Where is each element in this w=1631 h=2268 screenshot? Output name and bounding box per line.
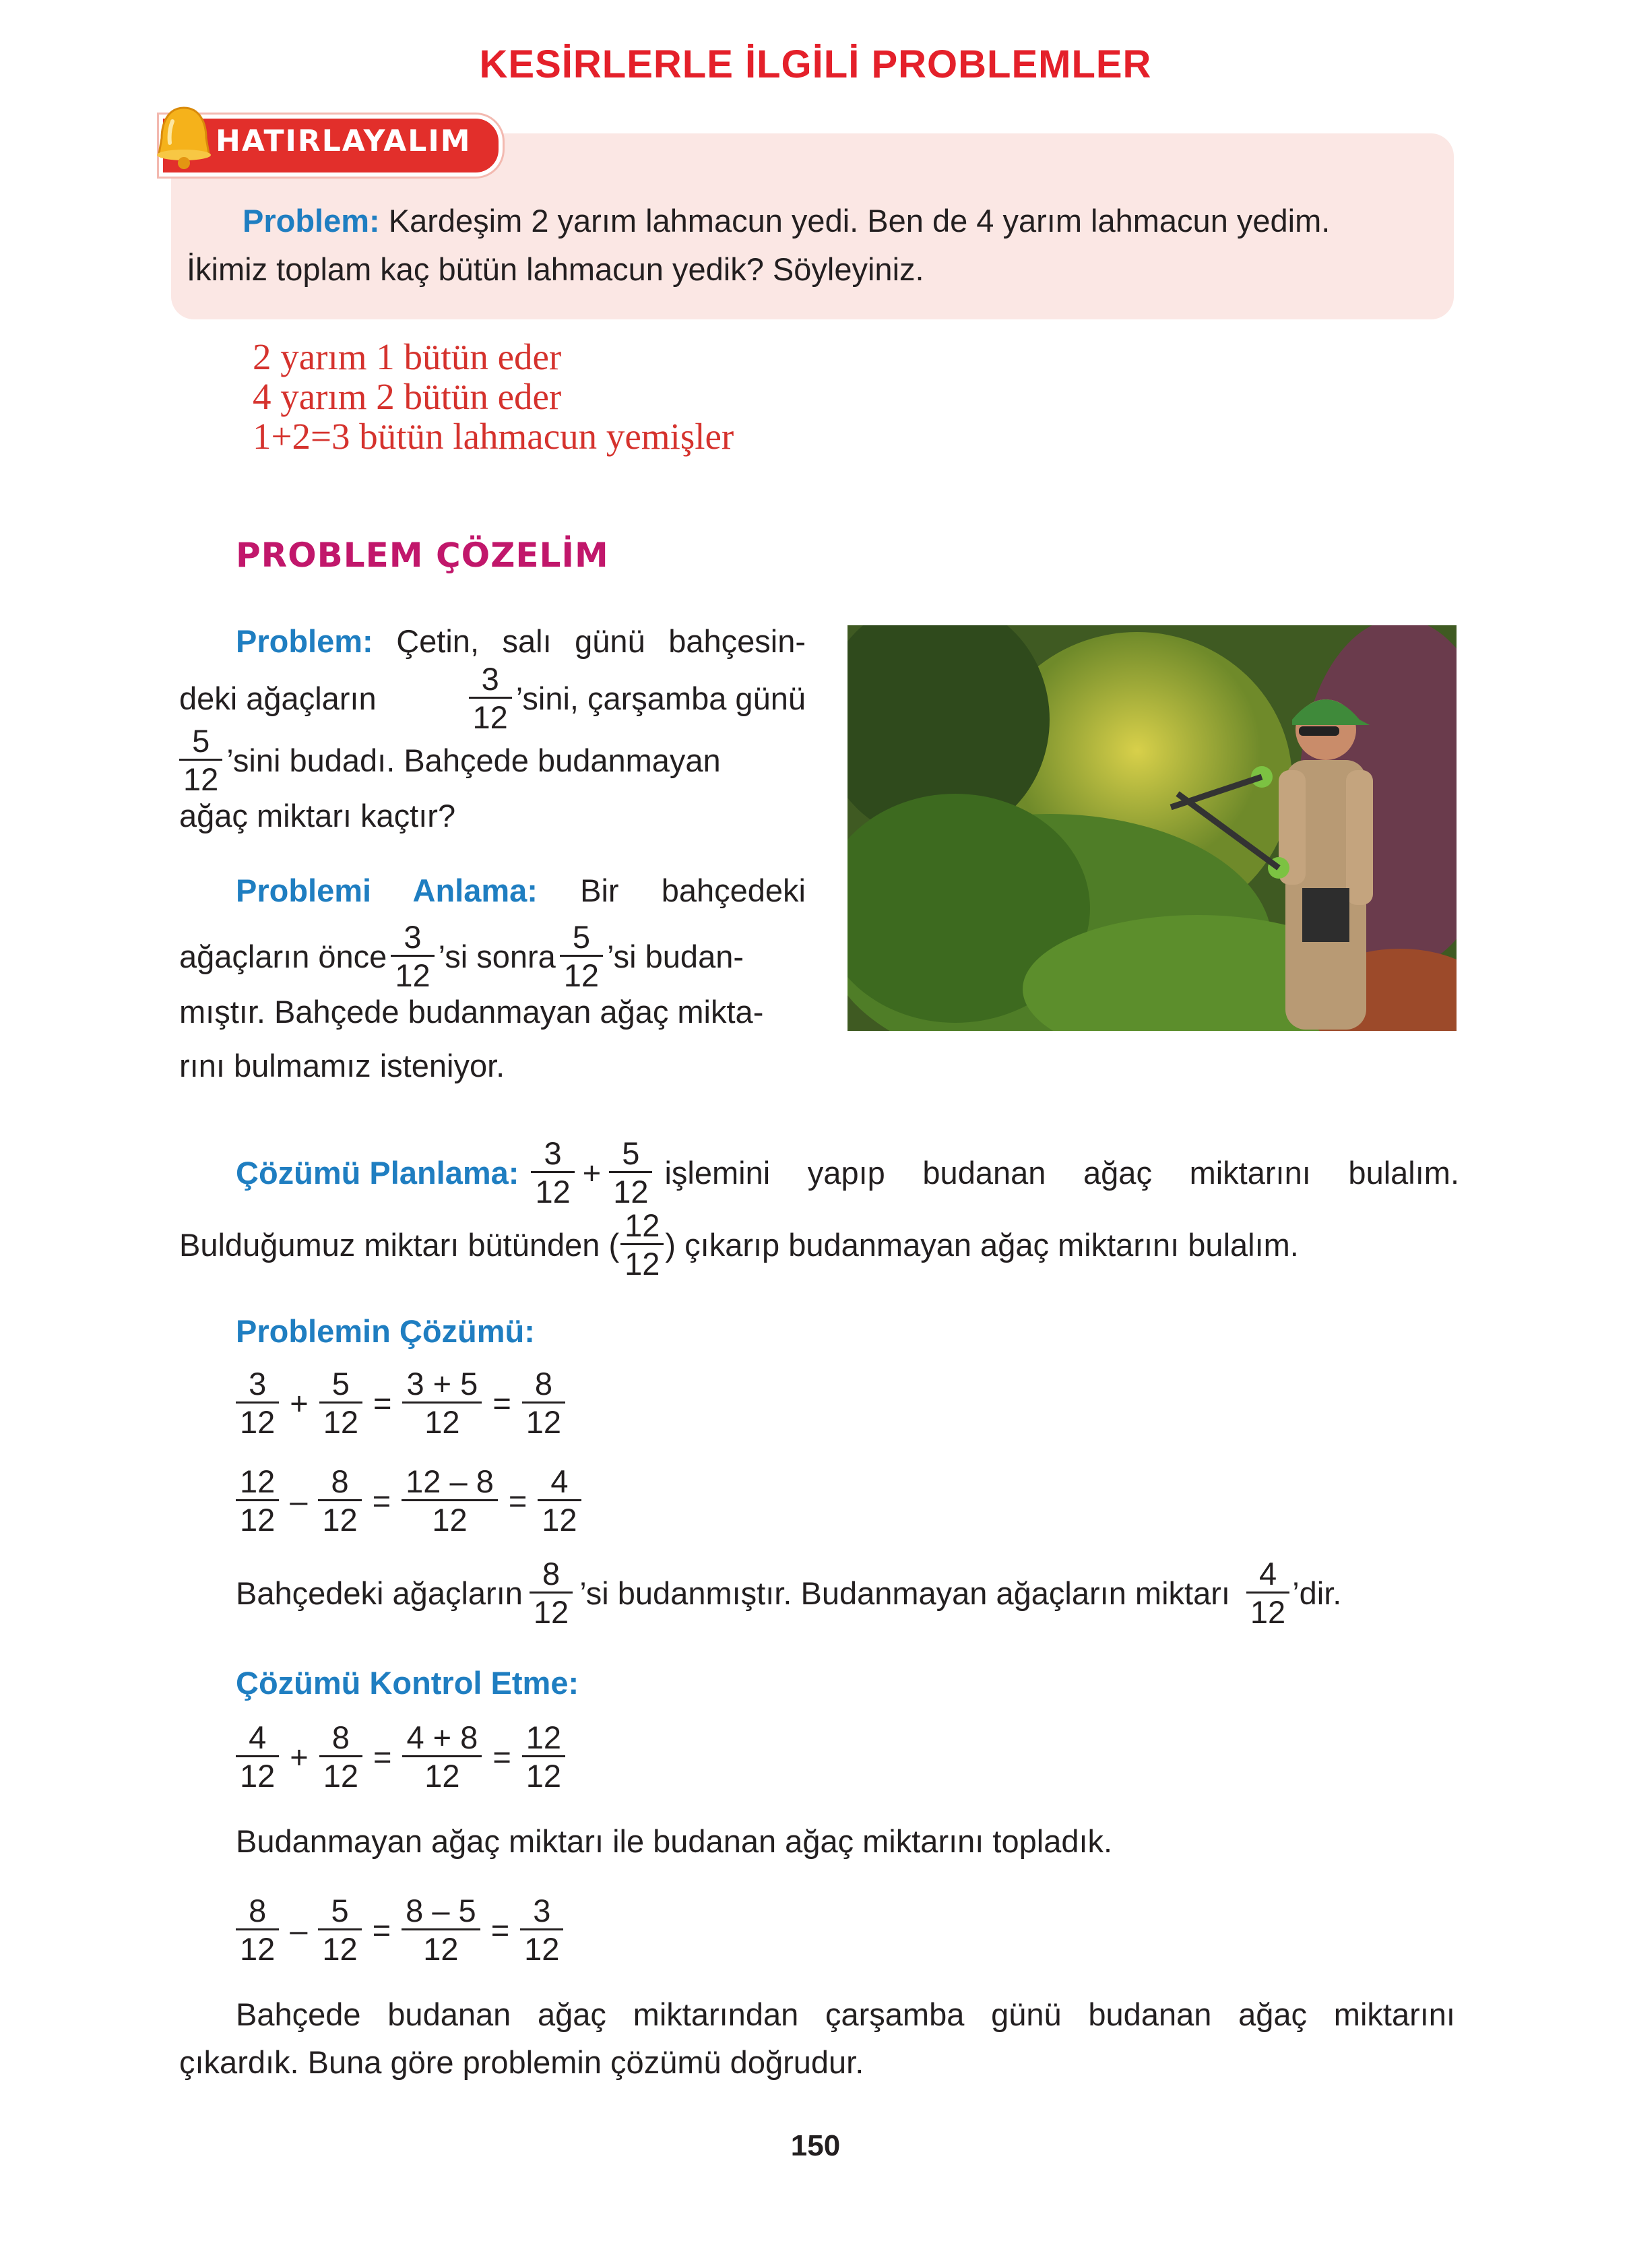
recall-problem-text2: İkimiz toplam kaç bütün lahmacun yedik? Söyleyiniz. bbox=[187, 251, 924, 287]
understanding-line2 bbox=[179, 921, 806, 991]
problem-text2a: deki ağaçların bbox=[179, 680, 377, 716]
check-note: Budanmayan ağaç miktarı ile budanan ağaç miktarını topladık. bbox=[236, 1823, 1113, 1859]
understanding-text4: rını bulmamız isteniyor. bbox=[179, 1048, 505, 1083]
planning-label: Çözümü Planlama: bbox=[236, 1154, 519, 1191]
check-conclusion-2: çıkardık. Buna göre problemin çözümü doğrudur. bbox=[179, 2044, 864, 2080]
handwritten-answer-3: 1+2=3 bütün lahmacun yemişler bbox=[253, 416, 734, 457]
problem-text1: Çetin, salı günü bahçesin- bbox=[396, 623, 806, 659]
problem-line2 bbox=[179, 663, 806, 733]
planning-line1 bbox=[179, 1137, 1459, 1207]
page-number: 150 bbox=[790, 2129, 841, 2162]
bell-icon bbox=[147, 101, 221, 175]
problem-text2b: ’sini, çarşamba günü bbox=[515, 680, 806, 716]
solution-result-a: Bahçedeki ağaçların bbox=[236, 1575, 523, 1611]
plus-sign: + bbox=[582, 1154, 602, 1191]
fraction-3-12: $\frac{3}{12}$ bbox=[391, 921, 434, 991]
problem-text4: ağaç miktarı kaçtır? bbox=[179, 798, 456, 833]
equation-2: $\frac{12}{12}$ – $\frac{8}{12}$ = $\frac{12 - 8}{12}$ = $\frac{4}{12}$ bbox=[236, 1466, 585, 1536]
fraction-4-12: $\frac{4}{12}$ bbox=[1246, 1558, 1289, 1628]
planning-text1: işlemini yapıp budanan ağaç miktarını bulalım. bbox=[664, 1154, 1459, 1191]
recall-problem-text1: Kardeşim 2 yarım lahmacun yedi. Ben de 4 yarım lahmacun yedim. bbox=[388, 203, 1331, 239]
planning-text2a: Bulduğumuz miktarı bütünden ( bbox=[179, 1226, 620, 1263]
handwritten-answer-1: 2 yarım 1 bütün eder bbox=[253, 336, 562, 377]
gardener-photo bbox=[848, 625, 1457, 1031]
problem-line1 bbox=[179, 617, 806, 665]
planning-line2 bbox=[179, 1209, 1299, 1280]
planning-text2b: ) çıkarıp budanmayan ağaç miktarını bulalım. bbox=[665, 1226, 1299, 1263]
fraction-8-12: $\frac{8}{12}$ bbox=[530, 1558, 573, 1628]
recall-tab-label: HATIRLAYALIM bbox=[216, 124, 472, 158]
solution-result bbox=[236, 1558, 1341, 1628]
understanding-text1: Bir bahçedeki bbox=[580, 873, 806, 908]
understanding-label: Problemi Anlama: bbox=[236, 873, 538, 908]
equation-1: $\frac{3}{12}$ + $\frac{5}{12}$ = $\frac{3 + 5}{12}$ = $\frac{8}{12}$ bbox=[236, 1368, 569, 1438]
check-label: Çözümü Kontrol Etme: bbox=[236, 1665, 579, 1701]
problem-label: Problem: bbox=[236, 623, 373, 659]
fraction-12-12: $\frac{12}{12}$ bbox=[620, 1209, 664, 1280]
understanding-text3: mıştır. Bahçede budanmayan ağaç mikta- bbox=[179, 994, 764, 1030]
solution-result-b: ’si budanmıştır. Budanmayan ağaçların miktarı bbox=[579, 1575, 1230, 1611]
section-title: PROBLEM ÇÖZELİM bbox=[236, 536, 609, 575]
check-conclusion-1: Bahçede budanan ağaç miktarından çarşamba günü budanan ağaç miktarını bbox=[236, 1996, 1455, 2032]
problem-text3b: ’sini budadı. Bahçede budanmayan bbox=[226, 742, 721, 778]
fraction-5-12: $\frac{5}{12}$ bbox=[179, 725, 222, 795]
solution-result-c: ’dir. bbox=[1292, 1575, 1342, 1611]
understanding-text2a: ağaçların önce bbox=[179, 938, 387, 974]
handwritten-answer-2: 4 yarım 2 bütün eder bbox=[253, 376, 562, 417]
recall-problem-line1 bbox=[243, 197, 1330, 245]
understanding-text2b: ’si sonra bbox=[438, 938, 556, 974]
fraction-3-12: $\frac{3}{12}$ bbox=[531, 1137, 574, 1207]
equation-3: $\frac{4}{12}$ + $\frac{8}{12}$ = $\frac{4 + 8}{12}$ = $\frac{12}{12}$ bbox=[236, 1722, 569, 1792]
fraction-5-12: $\frac{5}{12}$ bbox=[560, 921, 603, 991]
page-title: KESİRLERLE İLGİLİ PROBLEMLER bbox=[479, 42, 1152, 86]
solution-label: Problemin Çözümü: bbox=[236, 1313, 535, 1349]
understanding-line1 bbox=[179, 867, 806, 914]
recall-problem-label: Problem: bbox=[243, 203, 380, 239]
fraction-5-12: $\frac{5}{12}$ bbox=[609, 1137, 652, 1207]
understanding-text2c: ’si budan- bbox=[607, 938, 744, 974]
problem-line3 bbox=[179, 725, 806, 795]
equation-4: $\frac{8}{12}$ – $\frac{5}{12}$ = $\frac{8 - 5}{12}$ = $\frac{3}{12}$ bbox=[236, 1895, 567, 1965]
fraction-3-12: $\frac{3}{12}$ bbox=[469, 663, 512, 733]
